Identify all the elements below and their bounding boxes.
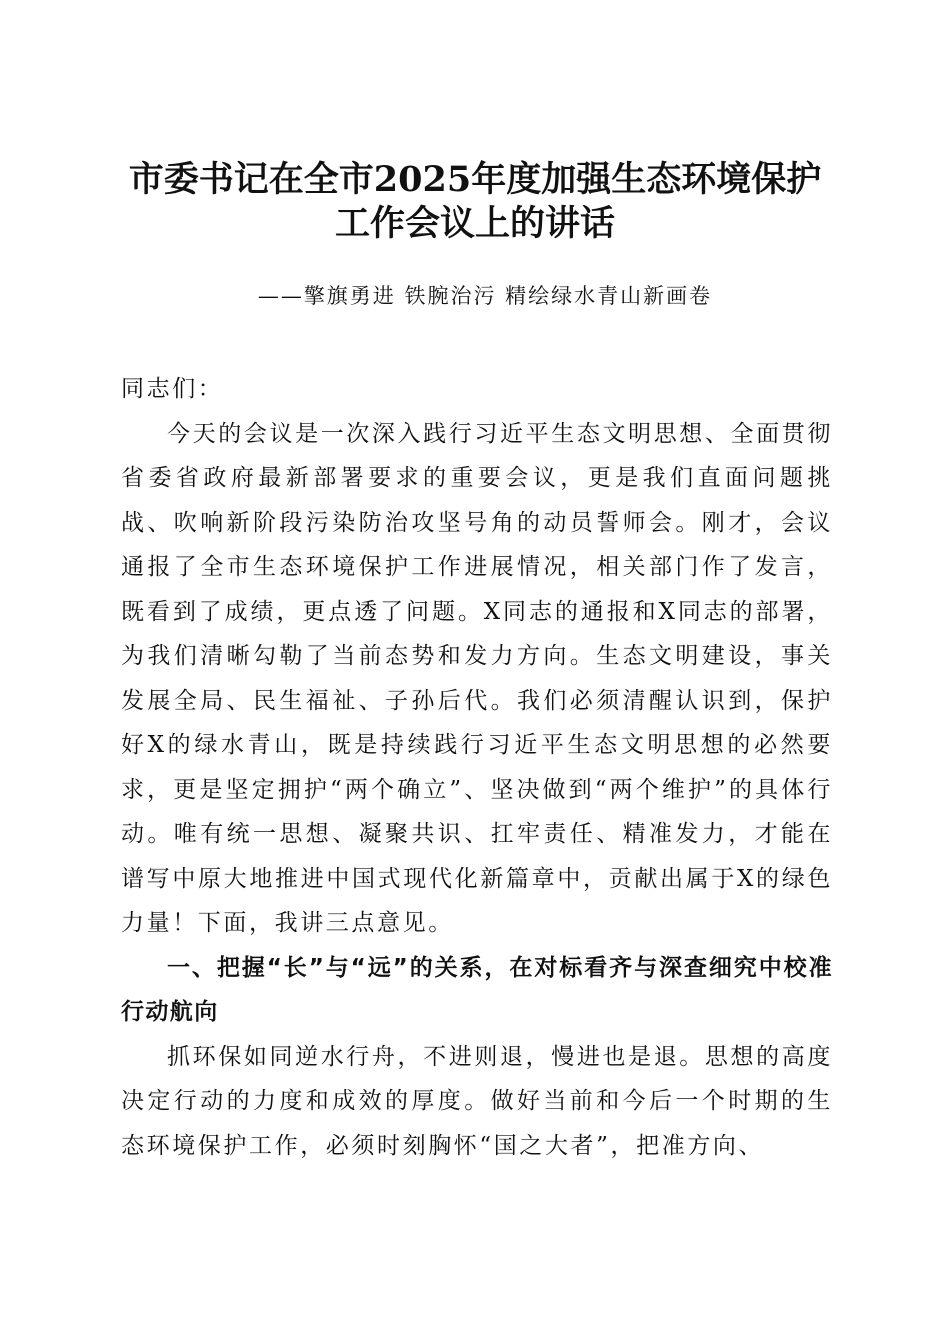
title-block	[0, 158, 950, 246]
document-title-line-2: 工作会议上的讲话	[334, 203, 615, 244]
paragraph: 抓环保如同逆水行舟，不进则退，慢进也是退。思想的高度决定行动的力度和成效的厚度。做好当前和今后一个时期的生态环境保护工作，必须时刻胸怀“国之大者”，把准方向、	[121, 1043, 833, 1159]
salutation: 同志们：	[121, 376, 224, 402]
document-subtitle: ——擎旗勇进 铁腕治污 精绘绿水青山新画卷	[257, 284, 713, 308]
document-title-line-1: 市委书记在全市2025年度加强生态环境保护	[128, 159, 822, 200]
paragraph: 今天的会议是一次深入践行习近平生态文明思想、全面贯彻省委省政府最新部署要求的重要会议，更是我们直面问题挑战、吹响新阶段污染防治攻坚号角的动员誓师会。刚才，会议通报了全市生态环境保护工作进展情况，相关部门作了发言，既看到了成绩，更点透了问题。X同志的通报和X同志的部署，为我们清晰勾勒了当前态势和发力方向。生态文明建设，事关发展全局、民生福祉、子孙后代。我们必须清醒认识到，保护好X的绿水青山，既是持续践行习近平生态文明思想的必然要求，更是坚定拥护“两个确立”、坚决做到“两个维护”的具体行动。唯有统一思想、凝聚共识、扛牢责任、精准发力，才能在谱写中原大地推进中国式现代化新篇章中，贡献出属于X的绿色力量！下面，我讲三点意见。	[121, 420, 833, 936]
document-body	[121, 367, 833, 1168]
section-heading: 一、把握“长”与“远”的关系，在对标看齐与深查细究中校准行动航向	[121, 954, 833, 1025]
